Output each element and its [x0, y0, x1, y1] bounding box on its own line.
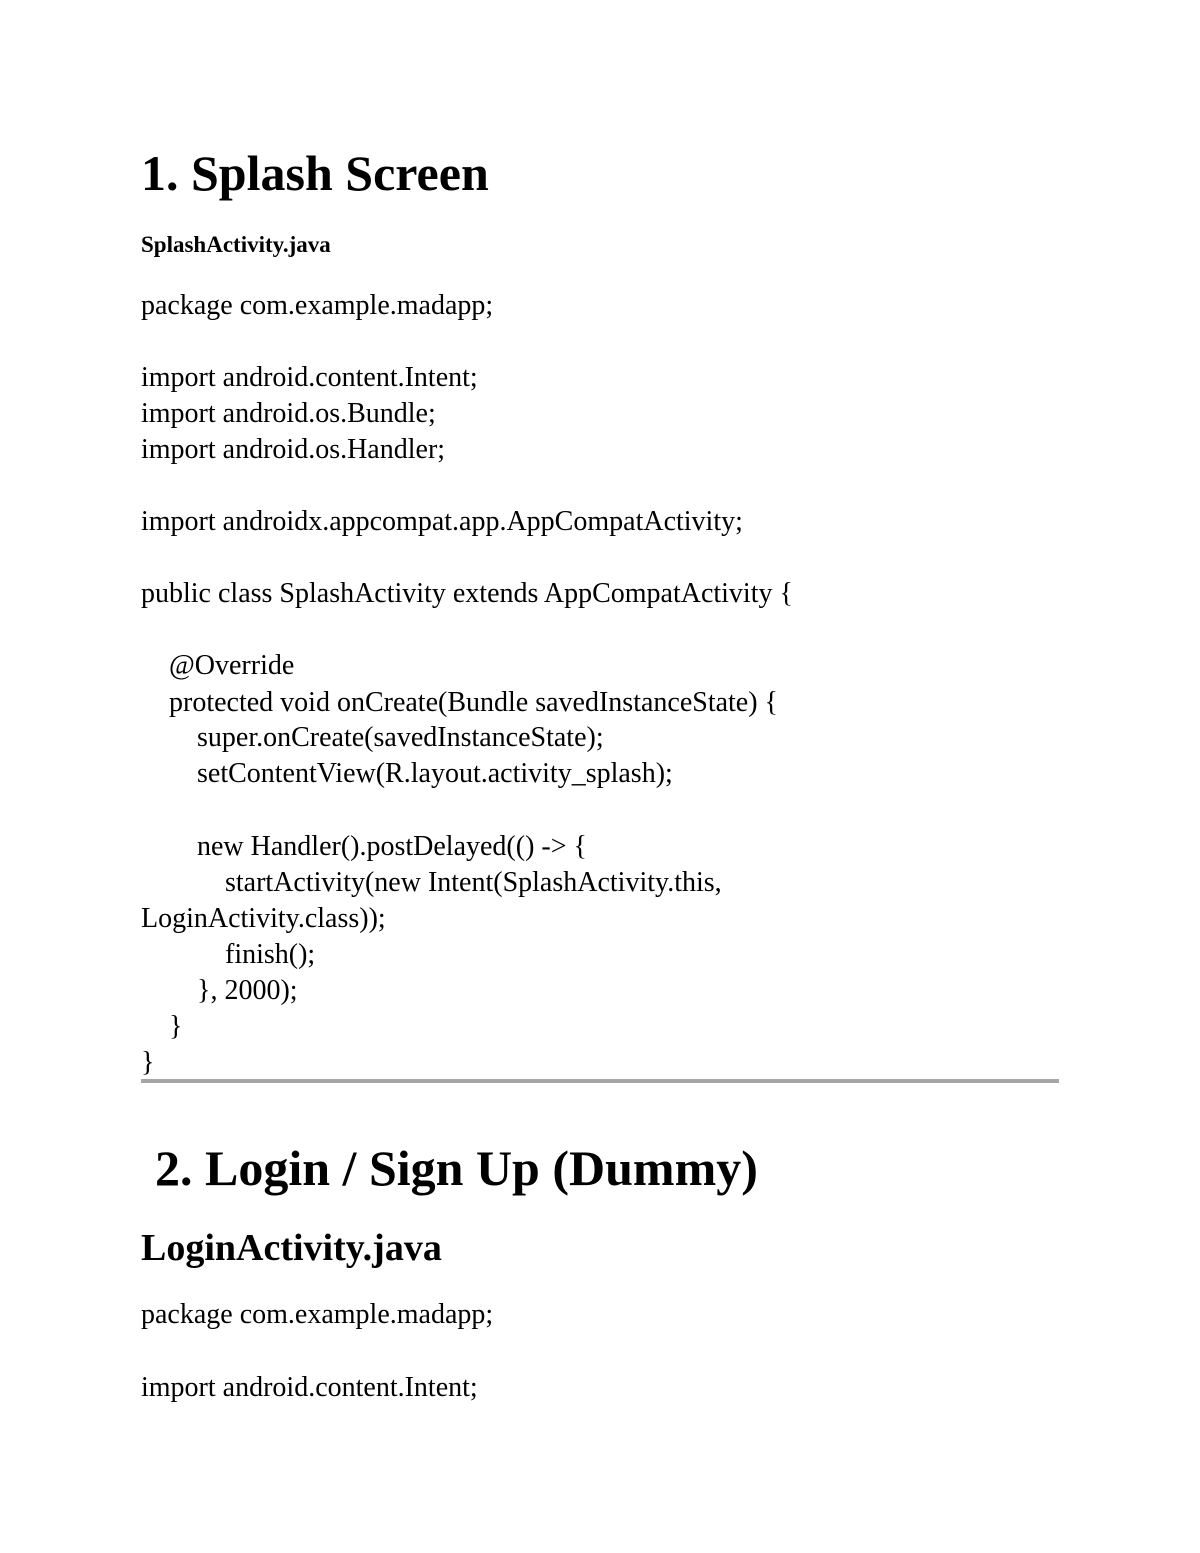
section-2-title: 2. Login / Sign Up (Dummy) — [155, 1140, 758, 1196]
code-line: setContentView(R.layout.activity_splash); — [141, 758, 673, 789]
code-line: import android.content.Intent; — [141, 1372, 478, 1403]
code-line: LoginActivity.class)); — [141, 903, 386, 934]
code-line: import android.os.Handler; — [141, 434, 446, 465]
horizontal-rule — [141, 1079, 1059, 1083]
code-line: } — [141, 1011, 183, 1042]
code-line: package com.example.madapp; — [141, 1299, 494, 1330]
code-line: import androidx.appcompat.app.AppCompatActivity; — [141, 506, 743, 537]
code-line: @Override — [141, 650, 295, 681]
code-line: protected void onCreate(Bundle savedInstanceState) { — [141, 687, 778, 718]
code-line: import android.content.Intent; — [141, 362, 478, 393]
code-line: package com.example.madapp; — [141, 290, 494, 321]
code-line: }, 2000); — [141, 975, 298, 1006]
section-1-title: 1. Splash Screen — [141, 145, 489, 201]
code-line: } — [141, 1047, 155, 1078]
section-2-file-label: LoginActivity.java — [141, 1227, 442, 1269]
code-line: super.onCreate(savedInstanceState); — [141, 722, 604, 753]
code-line: finish(); — [141, 939, 316, 970]
code-line: import android.os.Bundle; — [141, 398, 436, 429]
code-line: new Handler().postDelayed(() -> { — [141, 831, 587, 862]
code-line: public class SplashActivity extends AppCompatActivity { — [141, 578, 793, 609]
code-line: startActivity(new Intent(SplashActivity.this, — [141, 867, 722, 898]
section-1-file-label: SplashActivity.java — [141, 232, 331, 257]
